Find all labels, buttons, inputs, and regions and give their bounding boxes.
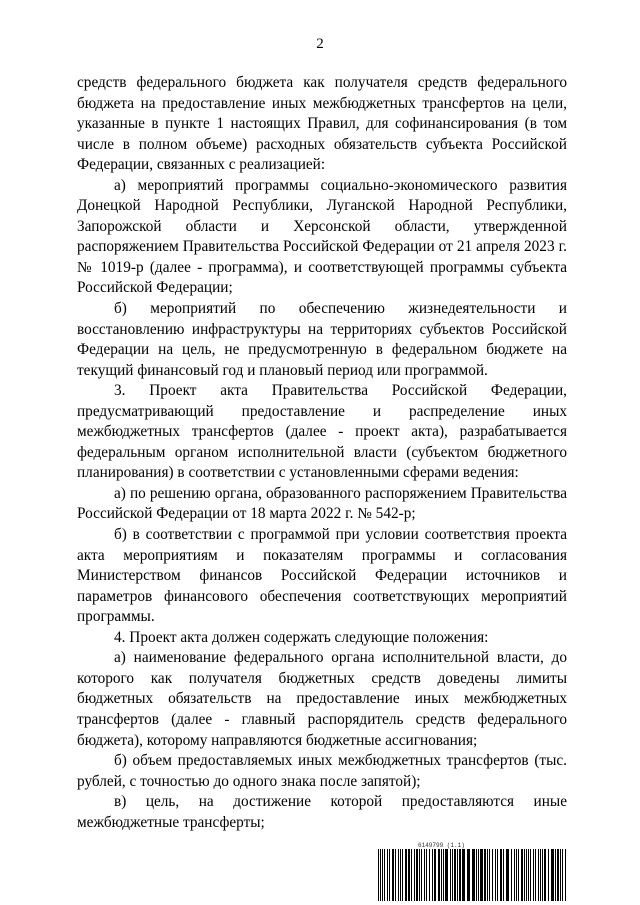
- barcode-bar: [562, 849, 563, 901]
- barcode-bar: [387, 849, 388, 901]
- barcode-bar: [521, 849, 523, 901]
- paragraph-section-3-item-a: а) по решению органа, образованного распоряжением Правительства Российской Федерации от 18 марта 2022 г. № 542-р;: [77, 484, 567, 523]
- paragraph-item-b-infrastructure: б) мероприятий по обеспечению жизнедеятельности и восстановлению инфраструктуры на территориях субъектов Российской Федерации на цель, не предусмотренную в федеральном бюджете на текущий финансовый год и плановый период или программой.: [77, 300, 567, 379]
- barcode-bar: [506, 849, 509, 901]
- barcode-bar: [487, 849, 488, 901]
- barcode-bar: [438, 849, 440, 901]
- barcode-bar: [511, 849, 512, 901]
- paragraph-item-a-program: а) мероприятий программы социально-экономического развития Донецкой Народной Республики, Луганской Народной Республики, Запорожской области и Херсонской области, утвержденной распоряжением Правительства Российской Федерации от 21 апреля 2023 г. № 1019-р (далее - программа), и соответствующей программы субъекта Российской Федерации;: [77, 176, 567, 297]
- barcode-bar: [560, 849, 561, 901]
- document-body: [77, 73, 567, 833]
- barcode-bar: [516, 849, 517, 901]
- barcode-bar: [538, 849, 539, 901]
- barcode-bar: [434, 849, 436, 901]
- barcode-bar: [503, 849, 504, 901]
- barcode-bar: [452, 849, 453, 901]
- barcode-bar: [419, 849, 420, 901]
- barcode-bar: [408, 849, 410, 901]
- barcode-bar: [555, 849, 556, 901]
- barcode-icon: [378, 849, 568, 901]
- barcode-bar: [414, 849, 415, 901]
- page-number: 2: [316, 36, 324, 52]
- barcode-bar: [535, 849, 536, 901]
- barcode-bar: [426, 849, 427, 901]
- barcode-bar: [398, 849, 399, 901]
- barcode-bar: [402, 849, 403, 901]
- barcode-bar: [544, 849, 546, 901]
- barcode-bar: [514, 849, 515, 901]
- barcode-bar: [530, 849, 531, 901]
- paragraph-continuation: средств федерального бюджета как получателя средств федерального бюджета на предоставление иных межбюджетных трансфертов на цели, указанные в пункте 1 настоящих Правил, для софинансирования (в том числе в полном объеме) расходных обязательств субъекта Российской Федерации, связанных с реализацией:: [77, 74, 567, 174]
- barcode-bar: [540, 849, 541, 901]
- barcode-bar: [459, 849, 461, 901]
- barcode-bar: [476, 849, 477, 901]
- barcode-code: 6149799 (1.1): [418, 842, 465, 849]
- barcode-bar: [542, 849, 543, 901]
- paragraph-section-4-item-a: а) наименование федерального органа исполнительной власти, до которого как получателя бюджетных средств доведены лимиты бюджетных обязательств на предоставление иных межбюджетных трансфертов (далее - главный распорядитель средств федерального бюджета), которому направляются бюджетные ассигнования;: [77, 649, 567, 749]
- barcode-bar: [480, 849, 483, 901]
- barcode-bar: [457, 849, 458, 901]
- barcode-bar: [416, 849, 418, 901]
- barcode-bar: [443, 849, 444, 901]
- paragraph-section-3: 3. Проект акта Правительства Российской Федерации, предусматривающий предоставление и распределение иных межбюджетных трансфертов (далее - проект акта), разрабатывается федеральным органом исполнительной власти (субъектом бюджетного планирования) в соответствии с установленными сферами ведения:: [77, 382, 567, 482]
- barcode-bar: [565, 849, 566, 901]
- paragraph-section-3-item-b: б) в соответствии с программой при условии соответствия проекта акта мероприятиям и показателям программы и согласования Министерством финансов Российской Федерации источников и параметров финансового обеспечения соответствующих мероприятий программы.: [77, 526, 567, 626]
- barcode-bar: [533, 849, 534, 901]
- barcode-bar: [557, 849, 559, 901]
- barcode-bar: [478, 849, 479, 901]
- barcode-bar: [380, 849, 381, 901]
- barcode-bar: [551, 849, 554, 901]
- barcode-bar: [405, 849, 407, 901]
- paragraph-section-4-item-v: в) цель, на достижение которой предоставляются иные межбюджетные трансферты;: [77, 793, 567, 831]
- barcode-bar: [384, 849, 385, 901]
- barcode-bar: [400, 849, 401, 901]
- paragraph-section-4-item-b: б) объем предоставляемых иных межбюджетных трансфертов (тыс. рублей, с точностью до одного знака после запятой);: [77, 752, 567, 790]
- barcode-bar: [421, 849, 422, 901]
- barcode-bar: [450, 849, 451, 901]
- barcode-bar: [432, 849, 433, 901]
- barcode-bar: [489, 849, 490, 901]
- barcode-bar: [472, 849, 475, 901]
- barcode-bar: [392, 849, 394, 901]
- barcode-bar: [484, 849, 486, 901]
- barcode-bar: [395, 849, 396, 901]
- barcode-bar: [548, 849, 549, 901]
- barcode-bar: [467, 849, 470, 901]
- barcode-bar: [411, 849, 412, 901]
- barcode-bar: [424, 849, 425, 901]
- barcode-bar: [528, 849, 529, 901]
- barcode-bar: [445, 849, 448, 901]
- barcode-bar: [495, 849, 496, 901]
- barcode-bar: [389, 849, 390, 901]
- barcode-bar: [382, 849, 383, 901]
- barcode-bar: [524, 849, 525, 901]
- paragraph-section-4: 4. Проект акта должен содержать следующие положения:: [114, 628, 489, 646]
- barcode-bar: [462, 849, 465, 901]
- barcode-bar: [497, 849, 498, 901]
- document-barcode: [378, 842, 568, 901]
- barcode-bar: [500, 849, 502, 901]
- barcode-bar: [441, 849, 442, 901]
- barcode-bar: [492, 849, 493, 901]
- barcode-bar: [429, 849, 430, 901]
- barcode-bar: [526, 849, 527, 901]
- barcode-bar: [454, 849, 456, 901]
- barcode-bar: [378, 849, 379, 901]
- barcode-bar: [518, 849, 519, 901]
